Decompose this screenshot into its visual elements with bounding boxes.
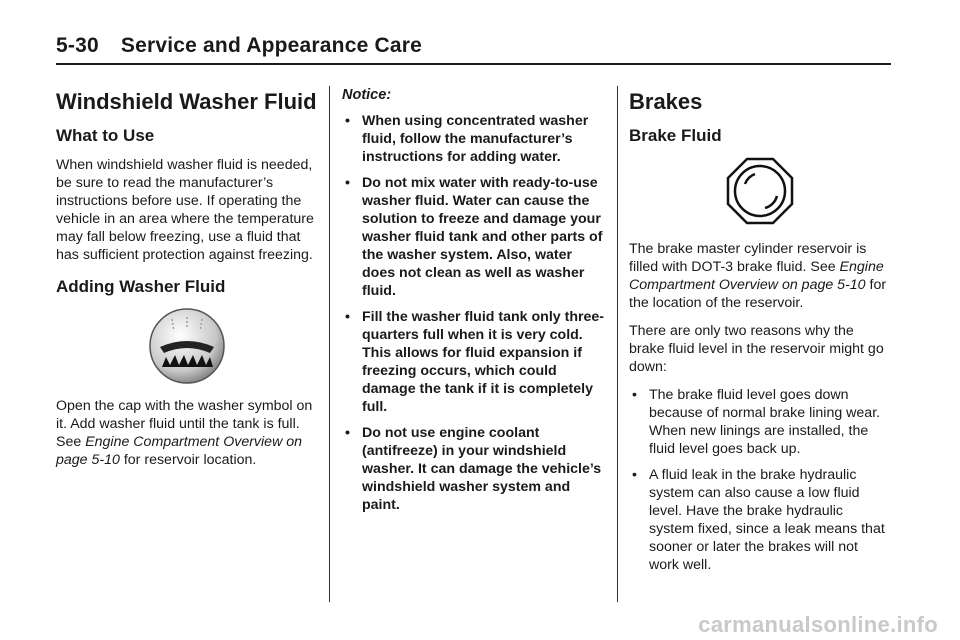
brake-text-part: for the location of the reservoir.	[629, 277, 887, 311]
brake-fluid-para-2: There are only two reasons why the brake fluid level in the reservoir might go down:	[629, 323, 884, 375]
brake-fluid-cap-icon	[725, 156, 795, 226]
brake-reason-text: The brake fluid level goes down because of normal brake lining wear. When new linings are installed, the fluid level goes back up.	[649, 387, 881, 457]
brakes-title: Brakes	[629, 89, 703, 114]
brake-fluid-heading: Brake Fluid	[629, 126, 722, 145]
what-to-use-text: When windshield washer fluid is needed, be sure to read the manufacturer’s instructions before use. If operating the vehicle in an area where the temperature may fall below freezing, use a fluid that has sufficient protection against freezing.	[56, 157, 314, 263]
adding-washer-fluid-heading: Adding Washer Fluid	[56, 277, 226, 296]
notice-item-text: Fill the washer fluid tank only three-quarters full when it is very cold. This allows for fluid expansion if freezing occurs, which could damage the tank if it is completely full.	[362, 309, 605, 415]
engine-compartment-link[interactable]: Engine Compartment Overview on page 5-10	[56, 434, 303, 468]
windshield-washer-symbol-icon	[148, 307, 226, 385]
brake-reason-item: • A fluid leak in the brake hydraulic system can also cause a low fluid level. Have the brake hydraulic system fixed, since a leak means that sooner or later the brakes will not work well.	[632, 467, 885, 573]
notice-title: Notice:	[342, 87, 392, 103]
notice-item-text: Do not mix water with ready-to-use washer fluid. Water can cause the solution to freeze and damage your washer fluid tank and other parts of the washer system. Also, water does not clean as well as washer fluid.	[362, 175, 603, 299]
brake-reasons-list	[629, 386, 891, 574]
adding-text-part: for reservoir location.	[119, 452, 257, 468]
column-notice	[342, 86, 604, 522]
section-title: Service and Appearance Care	[120, 34, 422, 57]
column-washer-fluid	[56, 86, 318, 479]
column-brakes	[629, 86, 891, 582]
notice-item: • Do not use engine coolant (antifreeze) in your windshield washer. It can damage the vehicle’s windshield washer system and paint.	[345, 425, 602, 513]
adding-washer-fluid-text	[56, 397, 318, 469]
brake-symbol-container	[629, 156, 891, 226]
notice-item: • Fill the washer fluid tank only three-quarters full when it is very cold. This allows for fluid expansion if freezing occurs, which could damage the tank if it is completely full.	[345, 309, 605, 415]
column-divider	[617, 86, 618, 602]
brake-fluid-para-1	[629, 240, 891, 312]
notice-item-text: Do not use engine coolant (antifreeze) in your windshield washer. It can damage the vehicle’s windshield washer system and paint.	[362, 425, 602, 513]
brake-text-part: The brake master cylinder reservoir is filled with DOT-3 brake fluid. See	[629, 241, 867, 275]
notice-item: • When using concentrated washer fluid, follow the manufacturer’s instructions for adding water.	[345, 113, 589, 165]
page-number: 5-30	[56, 34, 99, 57]
what-to-use-heading: What to Use	[56, 126, 155, 145]
notice-item-text: When using concentrated washer fluid, follow the manufacturer’s instructions for adding water.	[362, 113, 589, 165]
washer-symbol-container	[56, 307, 318, 385]
header-rule	[56, 63, 891, 65]
washer-fluid-title: Windshield Washer Fluid	[56, 89, 317, 114]
brake-reason-item: • The brake fluid level goes down because of normal brake lining wear. When new linings are installed, the fluid level goes back up.	[632, 387, 881, 457]
page-header	[56, 34, 891, 58]
engine-compartment-link[interactable]: Engine Compartment Overview on page 5-10	[629, 259, 884, 293]
watermark: carmanualsonline.info	[698, 612, 938, 637]
notice-item: • Do not mix water with ready-to-use washer fluid. Water can cause the solution to freeze and damage your washer fluid tank and other parts of the washer system. Also, water does not clean as well as washer fluid.	[345, 175, 603, 299]
column-divider	[329, 86, 330, 602]
notice-list	[342, 112, 604, 514]
adding-text-part: Open the cap with the washer symbol on it. Add washer fluid until the tank is full. See	[56, 398, 313, 450]
brake-reason-text: A fluid leak in the brake hydraulic system can also cause a low fluid level. Have the brake hydraulic system fixed, since a leak means that sooner or later the brakes will not work well.	[649, 467, 885, 573]
